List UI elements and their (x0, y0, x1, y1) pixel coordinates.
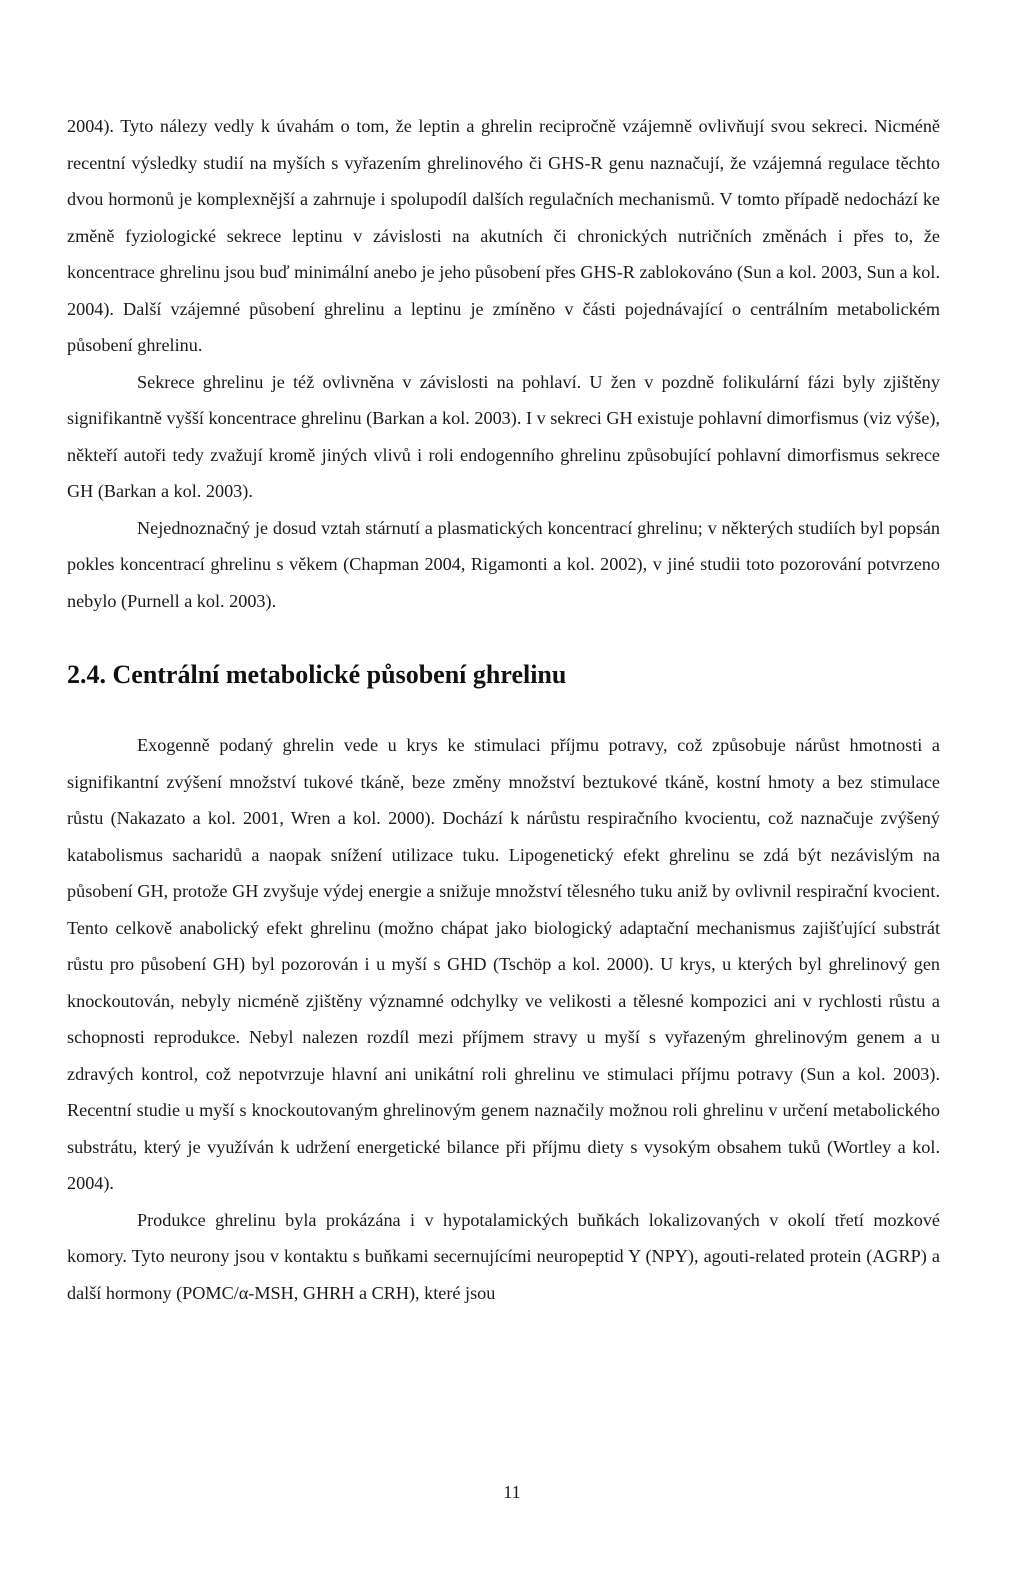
paragraph-aging: Nejednoznačný je dosud vztah stárnutí a plasmatických koncentrací ghrelinu; v některých studiích byl popsán pokles koncentrací ghrelinu s věkem (Chapman 2004, Rigamonti a kol. 2002), v jiné studii toto pozorování potvrzeno nebylo (Purnell a kol. 2003). (67, 517, 940, 611)
paragraph-sex-differences: Sekrece ghrelinu je též ovlivněna v závislosti na pohlaví. U žen v pozdně folikulární fázi byly zjištěny signifikantně vyšší koncentrace ghrelinu (Barkan a kol. 2003). I v sekreci GH existuje pohlavní dimorfismus (viz výše), někteří autoři tedy zvažují kromě jiných vlivů i roli endogenního ghrelinu způsobující pohlavní dimorfismus sekrece GH (Barkan a kol. 2003). (67, 371, 940, 501)
paragraph-exogenous-ghrelin: Exogenně podaný ghrelin vede u krys ke stimulaci příjmu potravy, což způsobuje nárůst hmotnosti a signifikantní zvýšení množství tukové tkáně, beze změny množství beztukové tkáně, kostní hmoty a bez stimulace růstu (Nakazato a kol. 2001, Wren a kol. 2000). Dochází k nárůstu respiračního kvocientu, což naznačuje zvýšený katabolismus sacharidů a naopak snížení utilizace tuku. Lipogenetický efekt ghrelinu se zdá být nezávislým na působení GH, protože GH zvyšuje výdej energie a snižuje množství tělesného tuku aniž by ovlivnil respirační kvocient. Tento celkově anabolický efekt ghrelinu (možno chápat jako biologický adaptační mechanismus zajišťující substrát růstu pro působení GH) byl pozorován i u myší s GHD (Tschöp a kol. 2000). U krys, u kterých byl ghrelinový gen knockoutován, nebyly nicméně zjištěny významné odchylky ve velikosti a tělesné kompozici ani v rychlosti růstu a schopnosti reprodukce. Nebyl nalezen rozdíl mezi příjmem stravy u myší s vyřazeným ghrelinovým genem a u zdravých kontrol, což nepotvrzuje hlavní ani unikátní roli ghrelinu ve stimulaci příjmu potravy (Sun a kol. 2003). Recentní studie u myší s knockoutovaným ghrelinovým genem naznačily možnou roli ghrelinu v určení metabolického substrátu, který je využíván k udržení energetické bilance při příjmu diety s vysokým obsahem tuků (Wortley a kol. 2004). (67, 735, 940, 1193)
page-number: 11 (503, 1482, 521, 1502)
paragraph-leptin-ghrelin: 2004). Tyto nálezy vedly k úvahám o tom, že leptin a ghrelin recipročně vzájemně ovlivňují svou sekreci. Nicméně recentní výsledky studií na myších s vyřazením ghrelinového či GHS-R genu naznačují, že vzájemná regulace těchto dvou hormonů je komplexnější a zahrnuje i spolupodíl dalších regulačních mechanismů. V tomto případě nedochází ke změně fyziologické sekrece leptinu v závislosti na akutních či chronických nutričních změnách i přes to, že koncentrace ghrelinu jsou buď minimální anebo je jeho působení přes GHS-R zablokováno (Sun a kol. 2003, Sun a kol. 2004). Další vzájemné působení ghrelinu a leptinu je zmíněno v části pojednávající o centrálním metabolickém působení ghrelinu. (67, 116, 940, 355)
section-heading: 2.4. Centrální metabolické působení ghrelinu (67, 660, 567, 689)
paragraph-hypothalamic-production: Produkce ghrelinu byla prokázána i v hypotalamických buňkách lokalizovaných v okolí třetí mozkové komory. Tyto neurony jsou v kontaktu s buňkami secernujícími neuropeptid Y (NPY), agouti-related protein (AGRP) a další hormony (POMC/α-MSH, GHRH a CRH), které jsou (67, 1209, 940, 1303)
document-page (67, 108, 940, 1311)
